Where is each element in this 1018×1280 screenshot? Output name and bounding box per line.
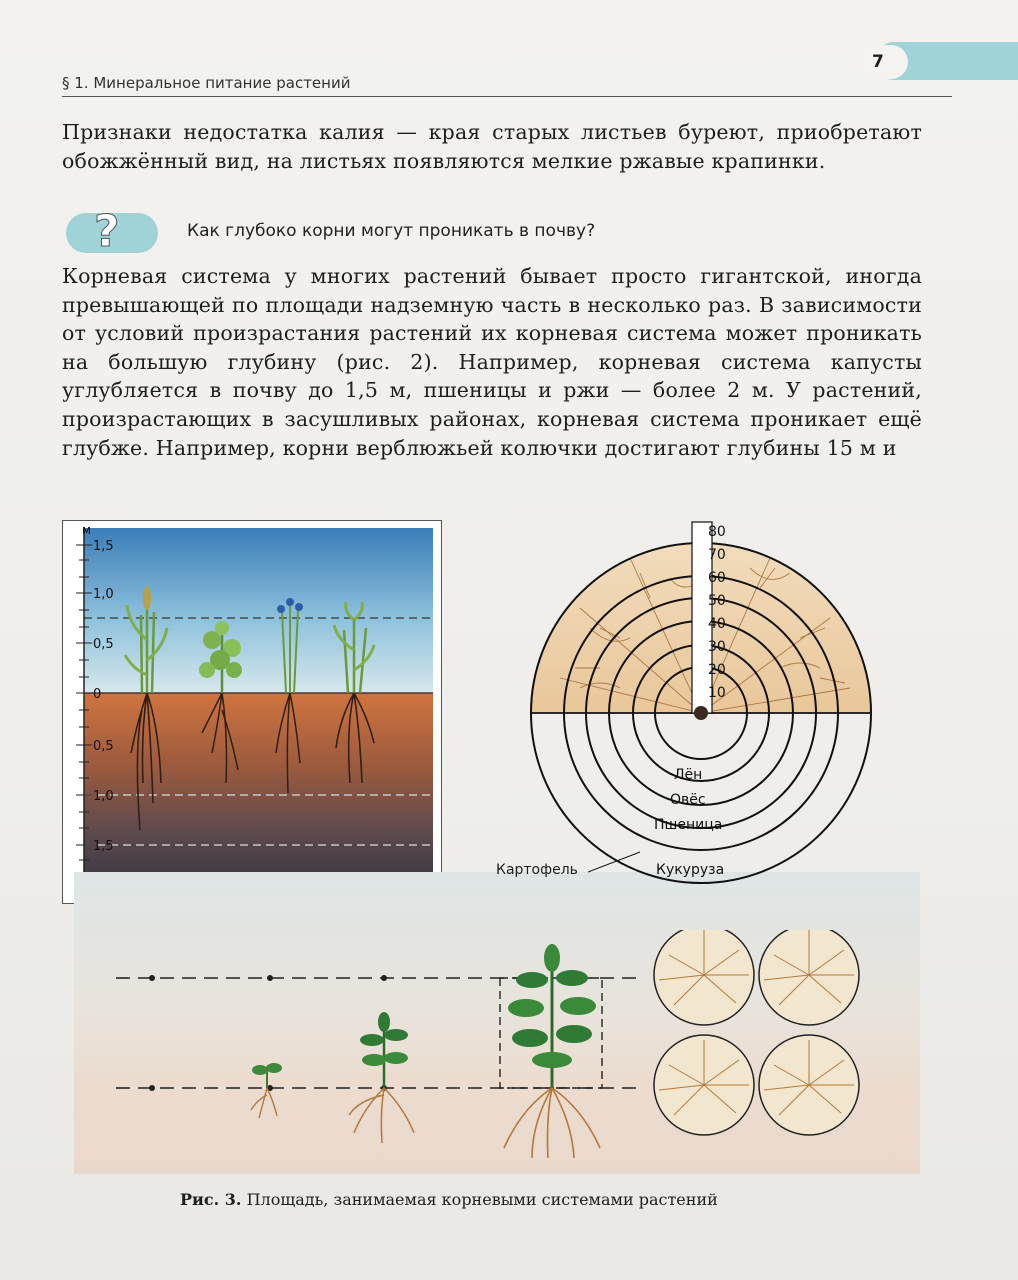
root-circles [654,930,859,1135]
depth-label: 20 [708,662,726,678]
ring-label: Пшеница [654,817,723,833]
root-spread-diagram [520,518,882,890]
scale-unit: м [82,523,92,537]
figure-3-illustration [74,930,920,1170]
page-number: 7 [872,52,884,72]
figure-2-illustration [62,520,442,904]
potato-leader-line [588,850,648,880]
figure-3-caption [180,1190,718,1209]
ring-label: Овёс [670,792,706,808]
seedling-medium-icon [349,1012,414,1143]
question-text: Как глубоко корни могут проникать в почву? [187,221,596,241]
scale-label: 0,5 [93,739,114,754]
depth-label: 30 [708,639,726,655]
depth-label: 10 [708,685,726,701]
depth-label: 70 [708,547,726,563]
paragraph-root-system: Корневая система у многих растений бывает просто гигантской, иногда превышающей по площади надземную часть в несколько раз. В зависимости от условий произрастания растений их корневая система может проникать на большую глубину (рис. 2). Например, корневая система капусты углубляется в почву до 1,5 м, пшеницы и ржи — более 2 м. У растений, произрастающих в засушливых районах, корневая система проникает ещё глубже. Например, корни верблюжьей колючки достигают глубины 15 м и [62,264,922,460]
scale-label: 1,0 [93,587,114,602]
header-rule [62,96,952,97]
plant-large-icon [504,944,600,1158]
scale-label: 0 [93,687,102,702]
scale-label: 0,5 [93,637,114,652]
ring-label-potato: Картофель [496,862,578,878]
question-mark-icon: ? [94,206,120,257]
scale-label: 1,5 [93,839,114,854]
caption-text: Площадь, занимаемая корневыми системами растений [241,1190,718,1209]
caption-lead: Рис. 3. [180,1190,242,1209]
seedling-small-icon [251,1063,282,1118]
depth-label: 50 [708,593,726,609]
depth-label: 80 [708,524,726,540]
paragraph-potassium: Признаки недостатка калия — края старых листьев буреют, приобретают обожжённый вид, на листьях появляются мелкие ржавые крапинки. [62,120,922,173]
running-head: § 1. Минеральное питание растений [62,74,351,92]
scale-label: 1,0 [93,789,114,804]
ring-label: Кукуруза [656,862,725,878]
depth-label: 40 [708,616,726,632]
scale-label: 1,5 [93,539,114,554]
depth-label: 60 [708,570,726,586]
ring-label: Лён [674,767,703,783]
